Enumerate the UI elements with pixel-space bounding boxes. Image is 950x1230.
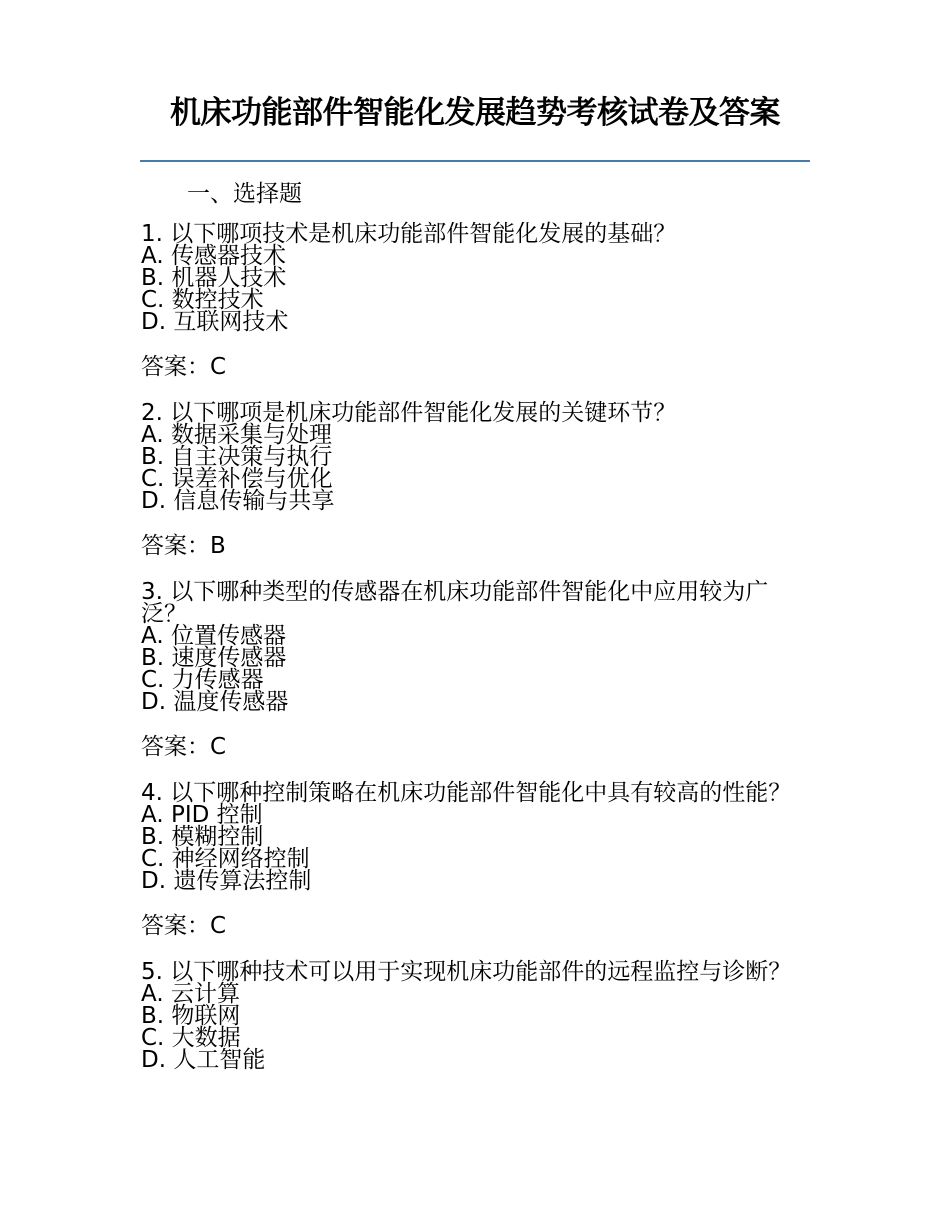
option-d: D. 人工智能 bbox=[141, 1047, 266, 1073]
option-c: C. 力传感器 bbox=[141, 667, 264, 693]
option-c: C. 大数据 bbox=[141, 1025, 241, 1051]
option-a: A. 位置传感器 bbox=[141, 623, 286, 649]
section-heading: 一、选择题 bbox=[187, 181, 302, 207]
option-b: B. 机器人技术 bbox=[141, 265, 287, 291]
question-stem: 2. 以下哪项是机床功能部件智能化发展的关键环节？ bbox=[141, 400, 677, 426]
answer-line: 答案：C bbox=[141, 913, 227, 939]
option-b: B. 物联网 bbox=[141, 1003, 241, 1029]
option-d: D. 温度传感器 bbox=[141, 689, 289, 715]
question-2 bbox=[141, 402, 811, 560]
option-c: C. 误差补偿与优化 bbox=[141, 466, 333, 492]
option-b: B. 速度传感器 bbox=[141, 645, 287, 671]
option-a: A. PID 控制 bbox=[141, 802, 263, 828]
question-stem: 4. 以下哪种控制策略在机床功能部件智能化中具有较高的性能？ bbox=[141, 780, 792, 806]
title-underline bbox=[140, 160, 810, 162]
option-a: A. 传感器技术 bbox=[141, 243, 286, 269]
question-1 bbox=[141, 223, 811, 381]
option-b: B. 模糊控制 bbox=[141, 824, 264, 850]
answer-line: 答案：B bbox=[141, 533, 226, 559]
answer-line: 答案：C bbox=[141, 734, 227, 760]
question-5 bbox=[141, 961, 811, 1071]
option-c: C. 数控技术 bbox=[141, 287, 264, 313]
option-b: B. 自主决策与执行 bbox=[141, 444, 333, 470]
option-d: D. 互联网技术 bbox=[141, 309, 289, 335]
document-title: 机床功能部件智能化发展趋势考核试卷及答案 bbox=[170, 95, 780, 131]
option-c: C. 神经网络控制 bbox=[141, 846, 310, 872]
question-list bbox=[141, 223, 811, 1071]
option-a: A. 数据采集与处理 bbox=[141, 422, 332, 448]
option-d: D. 遗传算法控制 bbox=[141, 868, 312, 894]
question-4 bbox=[141, 782, 811, 940]
question-stem: 5. 以下哪种技术可以用于实现机床功能部件的远程监控与诊断？ bbox=[141, 959, 792, 985]
question-stem: 3. 以下哪种类型的传感器在机床功能部件智能化中应用较为广泛？ bbox=[141, 579, 769, 627]
option-d: D. 信息传输与共享 bbox=[141, 488, 335, 514]
question-stem: 1. 以下哪项技术是机床功能部件智能化发展的基础？ bbox=[141, 221, 677, 247]
answer-line: 答案：C bbox=[141, 354, 227, 380]
question-3 bbox=[141, 581, 811, 761]
option-a: A. 云计算 bbox=[141, 981, 240, 1007]
